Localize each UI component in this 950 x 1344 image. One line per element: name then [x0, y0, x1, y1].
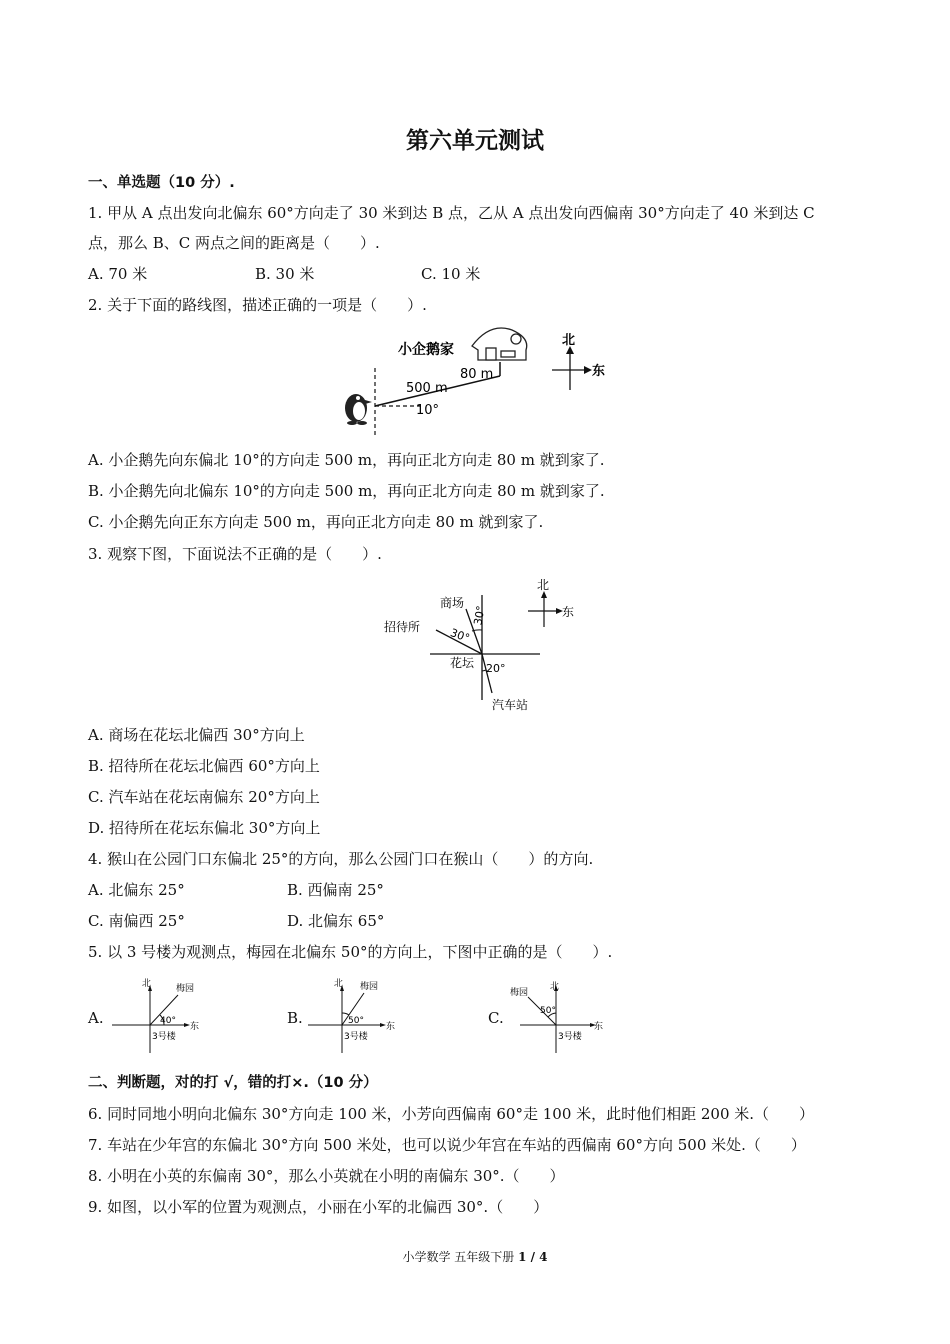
q2-east-label: 东 — [592, 364, 606, 379]
figure-label: 50° — [540, 1006, 556, 1016]
section-2-heading: 二、判断题，对的打 √，错的打×.（10 分） — [88, 1075, 378, 1091]
q3-option-c: C. 汽车站在花坛南偏东 20°方向上 — [88, 788, 320, 806]
figure-label: 北 — [550, 982, 560, 992]
q3-option-d: D. 招待所在花坛东偏北 30°方向上 — [88, 819, 321, 837]
q2-home-label: 小企鹅家 — [398, 342, 454, 358]
q7-text: 7. 车站在少年宫的东偏北 30°方向 500 米处，也可以说少年宫在车站的西偏南 60°方向 500 米处.（ ） — [88, 1136, 806, 1154]
figure-label: 北 — [334, 979, 344, 989]
q4-option-b: B. 西偏南 25° — [287, 881, 384, 899]
figure-label: 梅园 — [360, 982, 379, 992]
q1-option-c: C. 10 米 — [421, 265, 481, 283]
q3-east-label: 东 — [562, 605, 575, 619]
figure-label: 3号楼 — [558, 1032, 582, 1042]
q8-text: 8. 小明在小英的东偏南 30°，那么小英就在小明的南偏东 30°.（ ） — [88, 1167, 565, 1185]
figure-label: 东 — [594, 1022, 604, 1032]
penguin-icon — [345, 394, 372, 425]
figure-label: 梅园 — [510, 988, 529, 998]
page-number: 1 / 4 — [518, 1250, 548, 1264]
q2-dist-80: 80 m — [460, 367, 494, 382]
q2-option-a: A. 小企鹅先向东偏北 10°的方向走 500 m，再向正北方向走 80 m 就到家了. — [88, 451, 605, 469]
figure-label: 北 — [142, 979, 152, 989]
q2-option-b: B. 小企鹅先向北偏东 10°的方向走 500 m，再向正北方向走 80 m 就到家了. — [88, 482, 605, 500]
figure-label: 梅园 — [176, 984, 195, 994]
q1-option-b: B. 30 米 — [255, 265, 315, 283]
q5-label-b: B. — [287, 1009, 303, 1027]
q5-label-c: C. — [488, 1009, 504, 1027]
q3-stem: 3. 观察下图，下面说法不正确的是（ ）. — [88, 545, 382, 563]
q4-option-c: C. 南偏西 25° — [88, 912, 185, 930]
figure-label: 东 — [386, 1022, 396, 1032]
q2-route-figure — [340, 320, 620, 442]
figure-label: 3号楼 — [152, 1032, 176, 1042]
q3-station-label: 汽车站 — [492, 698, 529, 712]
q2-dist-500: 500 m — [406, 381, 448, 396]
q3-angle-30b: 30° — [471, 604, 488, 627]
q4-option-a: A. 北偏东 25° — [88, 881, 185, 899]
q1-line2: 点，那么 B、C 两点之间的距离是（ ）. — [88, 234, 380, 252]
q1-line1: 1. 甲从 A 点出发向北偏东 60°方向走了 30 米到达 B 点，乙从 A 点出发向西偏南 30°方向走了 40 米到达 C — [88, 204, 815, 222]
q2-option-c: C. 小企鹅先向正东方向走 500 m，再向正北方向走 80 m 就到家了. — [88, 513, 544, 531]
footer-text: 小学数学 五年级下册 — [402, 1250, 519, 1264]
figure-label: 50° — [348, 1016, 364, 1026]
q1-option-a: A. 70 米 — [88, 265, 148, 283]
q5-figure-b — [306, 975, 406, 1057]
q4-stem: 4. 猴山在公园门口东偏北 25°的方向，那么公园门口在猴山（ ）的方向. — [88, 850, 594, 868]
figure-label: 3号楼 — [344, 1032, 368, 1042]
q5-figure-c — [506, 975, 606, 1057]
q5-label-a: A. — [88, 1009, 104, 1027]
q2-north-label: 北 — [562, 333, 576, 348]
figure-label: 40° — [160, 1016, 176, 1026]
q2-stem: 2. 关于下面的路线图，描述正确的一项是（ ）. — [88, 296, 427, 314]
q3-mall-label: 商场 — [440, 596, 465, 610]
q5-figure-a — [108, 975, 208, 1057]
q3-direction-figure — [380, 575, 590, 715]
house-icon — [472, 328, 527, 360]
page-title: 第六单元测试 — [406, 128, 544, 154]
q3-guesthouse-label: 招待所 — [384, 620, 421, 634]
q6-text: 6. 同时同地小明向北偏东 30°方向走 100 米，小芳向西偏南 60°走 100 米，此时他们相距 200 米.（ ） — [88, 1105, 815, 1123]
q3-option-a: A. 商场在花坛北偏西 30°方向上 — [88, 726, 305, 744]
q2-angle-10: 10° — [416, 403, 440, 418]
section-1-heading: 一、单选题（10 分）. — [88, 175, 235, 191]
q3-angle-30a: 30° — [448, 626, 472, 645]
q5-stem: 5. 以 3 号楼为观测点，梅园在北偏东 50°的方向上，下图中正确的是（ ）. — [88, 943, 613, 961]
figure-label: 东 — [190, 1022, 200, 1032]
q3-north-label: 北 — [537, 578, 550, 592]
q3-angle-20: 20° — [486, 662, 506, 675]
page-footer — [0, 1248, 950, 1265]
q9-text: 9. 如图，以小军的位置为观测点，小丽在小军的北偏西 30°.（ ） — [88, 1198, 549, 1216]
q3-option-b: B. 招待所在花坛北偏西 60°方向上 — [88, 757, 320, 775]
q4-option-d: D. 北偏东 65° — [287, 912, 385, 930]
q3-flowerbed-label: 花坛 — [450, 656, 475, 670]
